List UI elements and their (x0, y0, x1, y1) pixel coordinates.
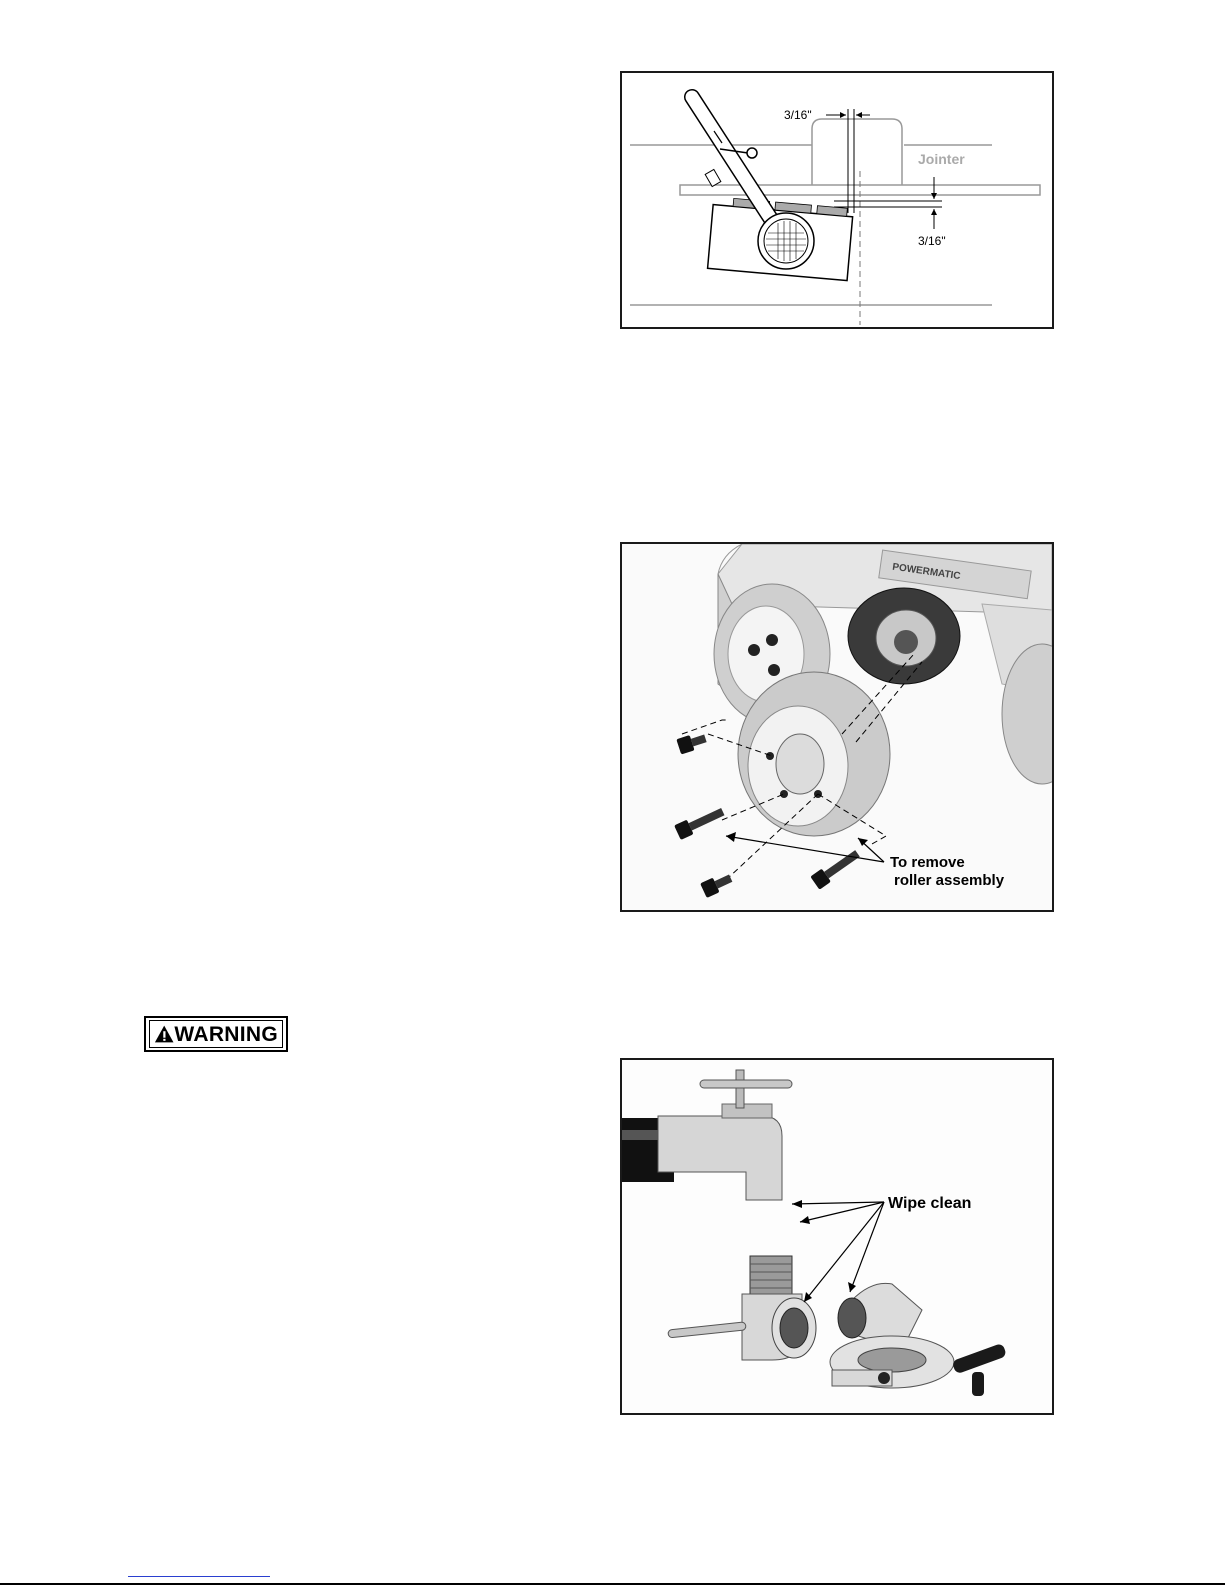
dimension-top: 3/16" (784, 108, 812, 122)
figure-jointer-setup (620, 71, 1054, 329)
callout-wipe-clean: Wipe clean (888, 1195, 972, 1212)
jointer-diagram (622, 73, 1052, 327)
warning-triangle-icon (154, 1023, 174, 1045)
figure-roller-assembly (620, 542, 1054, 912)
footer-link-underline (128, 1576, 270, 1577)
wipe-clean-illustration (622, 1060, 1052, 1413)
figure-wipe-clean (620, 1058, 1054, 1415)
warning-label (144, 1016, 288, 1052)
dimension-right: 3/16" (918, 234, 946, 248)
brand-plate-text: POWERMATIC (891, 561, 962, 583)
callout-line1: To remove (890, 854, 965, 871)
roller-assembly-illustration (622, 544, 1052, 910)
warning-text: WARNING (174, 1022, 278, 1046)
callout-line2: roller assembly (894, 872, 1005, 889)
jointer-label: Jointer (918, 151, 965, 167)
